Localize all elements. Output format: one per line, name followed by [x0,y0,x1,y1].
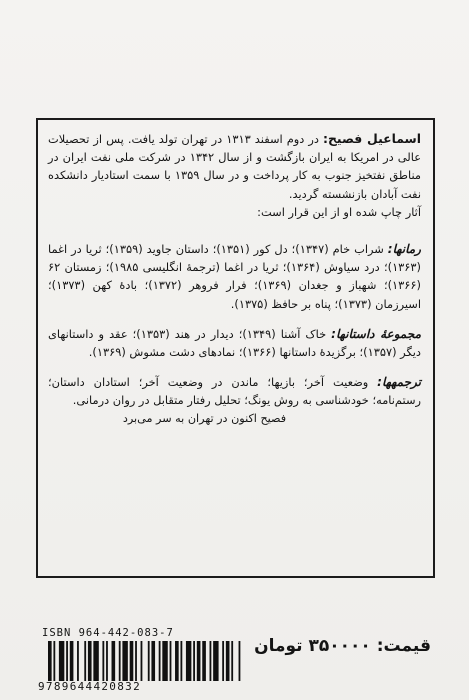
current-status: فصیح اکنون در تهران به سر می‌برد [122,411,287,425]
barcode-bar [180,641,182,681]
barcode-bar [112,641,116,681]
barcode-bar [210,641,212,681]
barcode-bar [119,641,121,681]
barcode-bar [106,641,108,681]
author-name: اسماعیل فصیح: [323,131,421,146]
bio-intro-paragraph [48,130,421,203]
isbn-barcode-area [38,627,248,693]
barcode-bar [239,641,241,681]
translations-label: ترجمهها: [377,375,421,390]
price-label: قیمت: [376,636,431,656]
barcode-bar [226,641,230,681]
translations-paragraph [48,373,421,409]
barcode-bar [202,641,206,681]
stories-label: مجموعهٔ داستانها: [331,326,422,341]
isbn-text: ISBN 964-442-083-7 [42,627,174,639]
barcode-bar [148,641,150,681]
barcode-bar [102,641,104,681]
barcode-bar [186,641,191,681]
works-intro: آثار چاپ شده او از این قرار است: [257,204,421,219]
price-tag [254,636,431,656]
barcode [48,641,244,681]
barcode-bar [197,641,201,681]
stories-text: خاک آشنا (۱۳۴۹)؛ دیدار در هند (۱۳۵۳)؛ عقد و داستانهای دیگر (۱۳۵۷)؛ برگزیدهٔ داستانها (۱۳۶۶)؛ نمادهای دشت مشوش (۱۳۶۹). [48,326,421,360]
novels-label: رمانها: [387,242,421,257]
barcode-bar [231,641,233,681]
barcode-bar [141,641,143,681]
barcode-bar [66,641,68,681]
barcode-bar [130,641,134,681]
barcode-bar [93,641,98,681]
bio-intro-text: در دوم اسفند ۱۳۱۳ در تهران تولد یافت. پس از تحصیلات عالی در امریکا به ایران بازگشت و از سال ۱۳۴۲ در شرکت ملی نفت ایران در مناطق نفتخیز جنوب به کار پرداخت و در سال ۱۳۵۹ با سمت استادیار دانشکده نفت آبادان بازنشسته گردید. [48,132,421,201]
barcode-bar [59,641,64,681]
barcode-digits: 9789644420832 [38,680,141,693]
barcode-bar [159,641,161,681]
barcode-bar [162,641,167,681]
barcode-bar [193,641,195,681]
novels-paragraph [48,240,421,313]
barcode-bar [84,641,86,681]
barcode-bar [222,641,224,681]
barcode-bar [48,641,52,681]
barcode-bar [88,641,92,681]
price-amount: ۳۵۰۰۰۰ تومان [254,636,371,656]
stories-paragraph [48,325,421,361]
author-bio-box [36,118,435,578]
novels-text: شراب خام (۱۳۴۷)؛ دل کور (۱۳۵۱)؛ داستان جاوید (۱۳۵۹)؛ ثریا در اغما (۱۳۶۳)؛ درد سیاوش (۱۳۶۴)؛ ثریا در اغما (ترجمهٔ انگلیسی ۱۹۸۵)؛ زمستان ۶۲ (۱۳۶۶)؛ شهباز و جغدان (۱۳۶۹)؛ فرار فروهر (۱۳۷۲)؛ بادهٔ کهن (۱۳۷۳)؛ اسیرزمان (۱۳۷۳)؛ پناه بر حافظ (۱۳۷۵). [48,242,421,311]
translations-text: وضعیت آخر؛ بازیها؛ ماندن در وضعیت آخر؛ استادان داستان؛ رستم‌نامه؛ خودشناسی به روش یونگ؛ تحلیل رفتار متقابل در روان درمانی. [48,375,421,408]
barcode-bar [53,641,55,681]
barcode-bar [122,641,127,681]
barcode-bar [135,641,137,681]
barcode-bar [213,641,218,681]
barcode-bar [70,641,74,681]
barcode-bar [151,641,155,681]
barcode-bar [175,641,179,681]
barcode-bar [77,641,79,681]
barcode-bar [170,641,172,681]
